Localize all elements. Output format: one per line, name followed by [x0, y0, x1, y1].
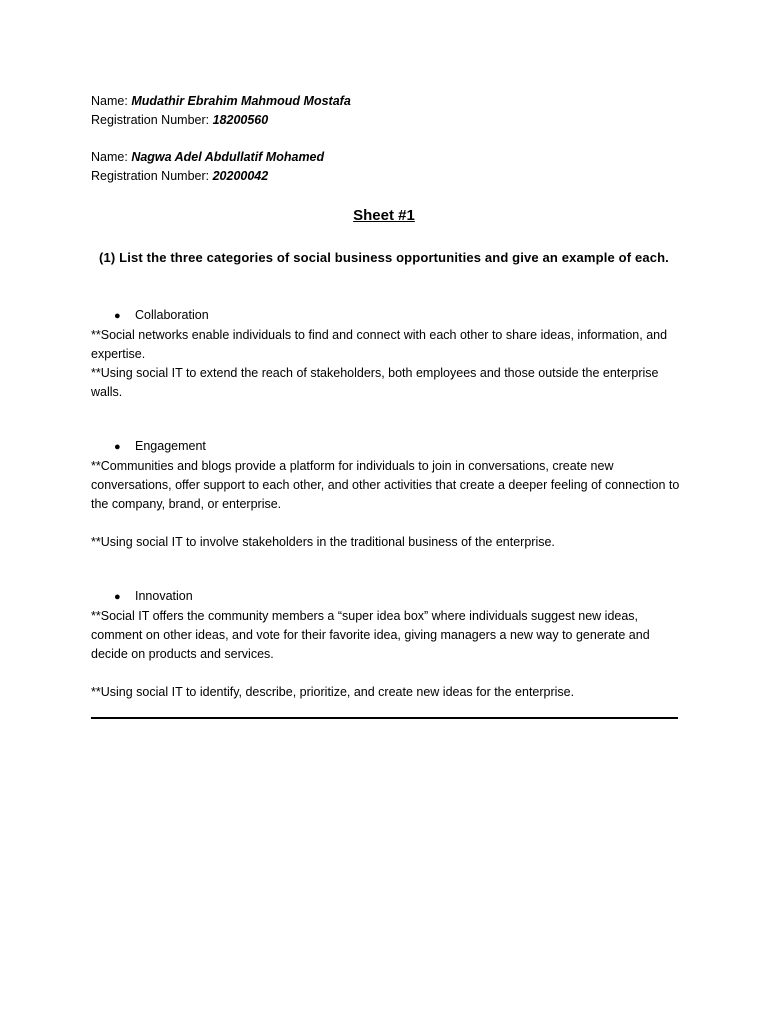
section-paragraph: **Using social IT to identify, describe, prioritize, and create new ideas for the enterprise.	[91, 685, 575, 699]
section-paragraph: **Social IT offers the community members a “super idea box” where individuals suggest new ideas, comment on other ideas, and vote for their favorite idea, giving managers a new way to generate and decide on products and services.	[91, 609, 650, 661]
bullet-icon: ●	[114, 441, 121, 453]
registration-label: Registration Number:	[91, 113, 210, 127]
section-heading	[91, 437, 681, 457]
registration-line	[91, 167, 324, 186]
section-engagement	[91, 437, 681, 552]
section-paragraph: **Using social IT to involve stakeholders in the traditional business of the enterprise.	[91, 535, 555, 549]
horizontal-rule	[91, 717, 678, 719]
student-name: Nagwa Adel Abdullatif Mohamed	[131, 150, 325, 164]
section-paragraph: **Using social IT to extend the reach of stakeholders, both employees and those outside the enterprise walls.	[91, 366, 659, 399]
paragraph-spacer	[91, 664, 681, 683]
section-heading-label: Innovation	[135, 589, 193, 603]
name-label: Name:	[91, 94, 128, 108]
section-heading	[91, 306, 681, 326]
section-heading-label: Collaboration	[135, 308, 209, 322]
section-innovation	[91, 587, 681, 702]
question-text: (1) List the three categories of social business opportunities and give an example of each.	[99, 250, 669, 265]
student-name-line	[91, 148, 324, 167]
student-name-line	[91, 92, 351, 111]
section-heading	[91, 587, 681, 607]
section-paragraph: **Communities and blogs provide a platform for individuals to join in conversations, create new conversations, offer support to each other, and other activities that create a deeper feeling of connection to the company, brand, or enterprise.	[91, 459, 680, 511]
student-info-1	[91, 92, 351, 130]
section-heading-label: Engagement	[135, 439, 206, 453]
name-label: Name:	[91, 150, 128, 164]
bullet-icon: ●	[114, 591, 121, 603]
sheet-title: Sheet #1	[353, 207, 415, 224]
bullet-icon: ●	[114, 310, 121, 322]
paragraph-spacer	[91, 514, 681, 533]
student-info-2	[91, 148, 324, 186]
section-paragraph: **Social networks enable individuals to find and connect with each other to share ideas, information, and expertise.	[91, 328, 668, 361]
student-name: Mudathir Ebrahim Mahmoud Mostafa	[131, 94, 351, 108]
registration-number: 20200042	[212, 169, 269, 183]
registration-number: 18200560	[212, 113, 269, 127]
registration-label: Registration Number:	[91, 169, 210, 183]
registration-line	[91, 111, 351, 130]
section-collaboration	[91, 306, 681, 402]
